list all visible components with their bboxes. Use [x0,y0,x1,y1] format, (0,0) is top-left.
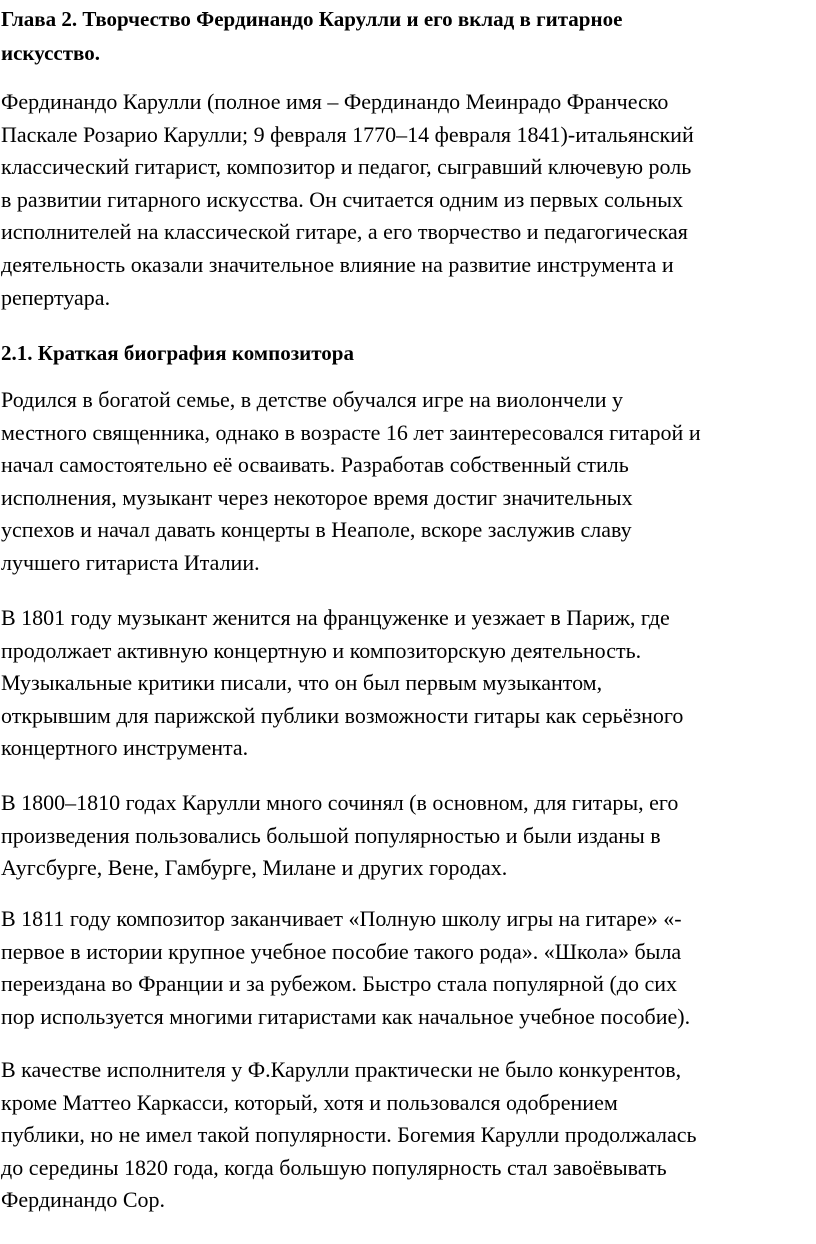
paragraph-line: публики, но не имел такой популярности. Богемия Карулли продолжалась [1,1122,697,1148]
chapter-heading [1,2,813,70]
paragraph-line: Фердинандо Сор. [1,1187,166,1213]
paragraph-line: В 1811 году композитор заканчивает «Полную школу игры на гитаре» «- [1,906,682,931]
paragraph-line: продолжает активную концертную и композиторскую деятельность. [1,637,642,663]
paragraph-line: кроме Маттео Каркасси, который, хотя и пользовался одобрением [1,1089,618,1115]
intro-paragraph [1,86,813,314]
paragraph-line: деятельность оказали значительное влияние на развитие инструмента и [1,251,674,277]
biography-paragraph-5 [1,1054,813,1217]
paragraph-line: в развитии гитарного искусства. Он считается одним из первых сольных [1,186,684,212]
paragraph-line: репертуара. [1,284,111,310]
section-heading-text: 2.1. Краткая биография композитора [1,341,354,365]
paragraph-line: Фердинандо Карулли (полное имя – Фердинандо Меинрадо Франческо [1,89,669,114]
paragraph-line: В 1800–1810 годах Карулли много сочинял (в основном, для гитары, его [1,790,679,815]
biography-paragraph-2 [1,602,813,765]
paragraph-line: концертного инструмента. [1,735,249,761]
paragraph-line: В 1801 году музыкант женится на француженке и уезжает в Париж, где [1,605,670,630]
paragraph-line: пор используется многими гитаристами как начальное учебное пособие). [1,1003,691,1029]
paragraph-line: классический гитарист, композитор и педагог, сыгравший ключевую роль [1,154,692,180]
chapter-heading-line: искусство. [1,41,100,65]
paragraph-line: лучшего гитариста Италии. [1,549,260,575]
paragraph-line: успехов и начал давать концерты в Неаполе, вскоре заслужив славу [1,517,632,543]
paragraph-line: открывшим для парижской публики возможности гитары как серьёзного [1,702,684,728]
paragraph-line: переиздана во Франции и за рубежом. Быстро стала популярной (до сих [1,971,678,997]
paragraph-line: начал самостоятельно её осваивать. Разработав собственный стиль [1,452,629,478]
paragraph-line: Музыкальные критики писали, что он был первым музыкантом, [1,670,603,696]
biography-paragraph-4 [1,903,813,1033]
section-heading [1,336,813,370]
paragraph-line: произведения пользовались большой популярностью и были изданы в [1,822,661,848]
chapter-heading-line: Глава 2. Творчество Фердинандо Карулли и его вклад в гитарное [1,7,623,31]
paragraph-line: Аугсбурге, Вене, Гамбурге, Милане и других городах. [1,855,508,881]
paragraph-line: исполнителей на классической гитаре, а его творчество и педагогическая [1,219,688,245]
paragraph-line: исполнения, музыкант через некоторое время достиг значительных [1,484,633,510]
paragraph-line: В качестве исполнителя у Ф.Карулли практически не было конкурентов, [1,1057,682,1082]
paragraph-line: Родился в богатой семье, в детстве обучался игре на виолончели у [1,387,623,412]
paragraph-line: Паскале Розарио Карулли; 9 февраля 1770–14 февраля 1841)-итальянский [1,121,694,147]
biography-paragraph-1 [1,384,813,580]
paragraph-line: местного священника, однако в возрасте 16 лет заинтересовался гитарой и [1,419,701,445]
paragraph-line: первое в истории крупное учебное пособие такого рода». «Школа» была [1,938,682,964]
paragraph-line: до середины 1820 года, когда большую популярность стал завоёвывать [1,1154,667,1180]
biography-paragraph-3 [1,787,813,885]
